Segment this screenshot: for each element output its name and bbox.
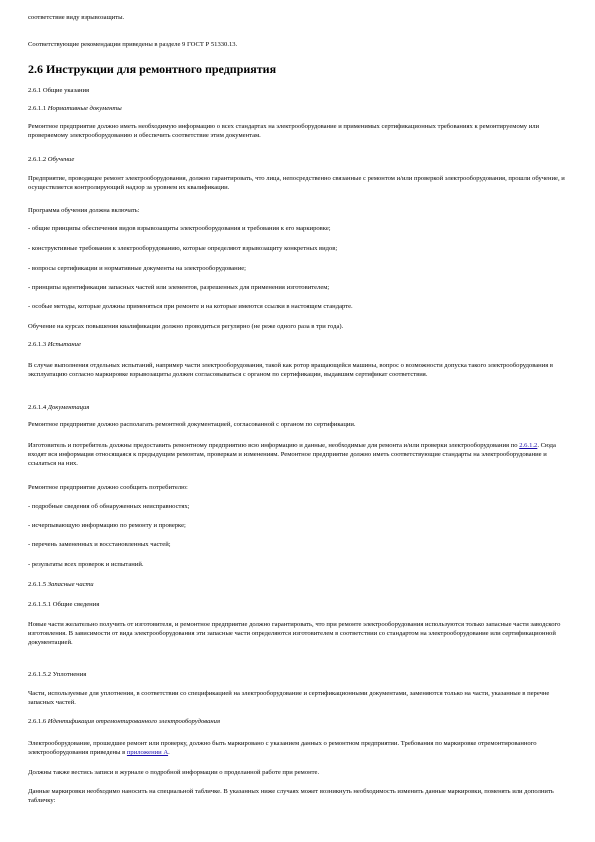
subsection-title xyxy=(28,340,568,349)
list-item: - общие принципы обеспечения видов взрывозащиты электрооборудования и требования к его маркировке; xyxy=(28,225,331,232)
subsection-number: 2.6.1.5 xyxy=(28,581,48,588)
paragraph: Ремонтное предприятие должно сообщить потребителю: xyxy=(28,484,188,491)
paragraph: Части, используемые для уплотнения, в соответствии со спецификацией на электрооборудование и сертификационными документами, заменяются только на части, указанные в перечне запасных частей. xyxy=(28,690,550,707)
subsection-name: Испытание xyxy=(47,341,81,348)
subsection-number: 2.6.1.3 xyxy=(28,341,48,348)
list-item: - перечень замененных и восстановленных частей; xyxy=(28,541,171,548)
paragraph: Новые части желательно получить от изготовителя, и ремонтное предприятие должно гарантировать, что при ремонте электрооборудования используются только запасные части заводского изготовления. В зависимости от вида электрооборудования эти запасные части определяются изготовителем в соответствии со стандартом на электрооборудование или сертификационной документацией. xyxy=(28,621,561,647)
list-item: - результаты всех проверок и испытаний. xyxy=(28,561,144,568)
subsection-name: Идентификация отремонтированного электрооборудования xyxy=(47,718,221,725)
list-item: - вопросы сертификации и нормативные документы на электрооборудование; xyxy=(28,265,246,272)
document-page xyxy=(28,0,568,842)
list-item: - особые методы, которые должны применяться при ремонте и на которые имеются ссылки в настоящем стандарте. xyxy=(28,303,353,310)
text-line: Соответствующие рекомендации приведены в разделе 9 ГОСТ Р 51330.13. xyxy=(28,41,238,48)
paragraph: Предприятие, проводящее ремонт электрооборудования, должно гарантировать, что лица, непосредственно связанные с ремонтом и/или проверкой электрооборудования, прошли обучение, и осуществляется контролирующий надзор за уровнем их квалификации. xyxy=(28,175,565,192)
paragraph: Ремонтное предприятие должно иметь необходимую информацию о всех стандартах на электрооборудование и применимых сертификационных требованиях к ремонтируемому или проверяемому электрооборудованию и обеспечить соответствие этим документам. xyxy=(28,123,540,140)
subsection-title xyxy=(28,155,568,164)
paragraph-text: Электрооборудование, прошедшее ремонт или проверку, должно быть маркировано с указанием данных о ремонтном предприятии. Требования по маркировке отремонтированного электрооборудования приведены в xyxy=(28,740,537,757)
paragraph: Обучение на курсах повышения квалификации должно проводиться регулярно (не реже одного раза в три года). xyxy=(28,323,344,330)
subsection-name: Нормативные документы xyxy=(47,105,122,112)
subsection-title xyxy=(28,717,568,726)
subsection-name: Запасные части xyxy=(47,581,94,588)
subsection-title: 2.6.1.5.2 Уплотнения xyxy=(28,671,87,678)
appendix-link[interactable]: приложении А xyxy=(126,749,169,757)
subsection-name: Документация xyxy=(47,404,90,411)
subsection-title xyxy=(28,104,568,113)
list-item: - исчерпывающую информацию по ремонту и проверке; xyxy=(28,522,186,529)
section-heading: 2.6 Инструкции для ремонтного предприятия xyxy=(28,62,277,76)
paragraph: Данные маркировки необходимо наносить на специальной табличке. В указанных ниже случаях может возникнуть необходимость изменить данные маркировки, поменять или дополнить табличку: xyxy=(28,788,554,805)
paragraph-text: Изготовитель и потребитель должны предоставить ремонтному предприятию всю информацию и данные, необходимые для ремонта и/или проверки электрооборудования по xyxy=(28,442,520,449)
subsection-name: Обучение xyxy=(47,156,75,163)
paragraph-text: . xyxy=(168,749,170,757)
subsection-number: 2.6.1.4 xyxy=(28,404,48,411)
subsection-number: 2.6.1.1 xyxy=(28,105,48,112)
list-item: - подробные сведения об обнаруженных неисправностях; xyxy=(28,503,190,510)
list-item: - конструктивные требования к электрооборудованию, которые определяют взрывозащиту конкретных видов; xyxy=(28,245,338,252)
subsection-title xyxy=(28,580,568,589)
paragraph: Должны также вестись записи в журнале о подробной информации о проделанной работе при ремонте. xyxy=(28,769,320,776)
paragraph: В случае выполнения отдельных испытаний, например части электрооборудования, такой как ротор вращающейся машины, вопрос о возможности допуска такого электрооборудования в эксплуатацию согласно маркировке взрывозащиты должен согласовываться с органом по сертификации, выдавшим сертификат соответствия. xyxy=(28,362,554,379)
subsection-number: 2.6.1.6 xyxy=(28,718,48,725)
subsection-number: 2.6.1.2 xyxy=(28,156,48,163)
paragraph-text: . Сюда входят вся информация относящаяся к предыдущим ремонтам, проверкам и изменениям. Ремонтное предприятие должно иметь соответствующие стандарты на электрооборудование и ссылаться на них. xyxy=(28,442,556,468)
paragraph: Программа обучения должна включать: xyxy=(28,207,140,214)
paragraph: Ремонтное предприятие должно располагать ремонтной документацией, согласованной с органом по сертификации. xyxy=(28,421,356,428)
paragraph xyxy=(28,739,568,757)
list-item: - принципы идентификации запасных частей или элементов, разрешенных для применения изготовителем; xyxy=(28,284,330,291)
text-line: соответствие виду взрывозащиты. xyxy=(28,14,125,21)
subsection-title: 2.6.1.5.1 Общие сведения xyxy=(28,601,100,608)
subsection-title: 2.6.1 Общие указания xyxy=(28,87,90,94)
paragraph xyxy=(28,441,568,469)
subsection-title xyxy=(28,403,568,412)
section-link[interactable]: 2.6.1.2 xyxy=(519,442,538,449)
